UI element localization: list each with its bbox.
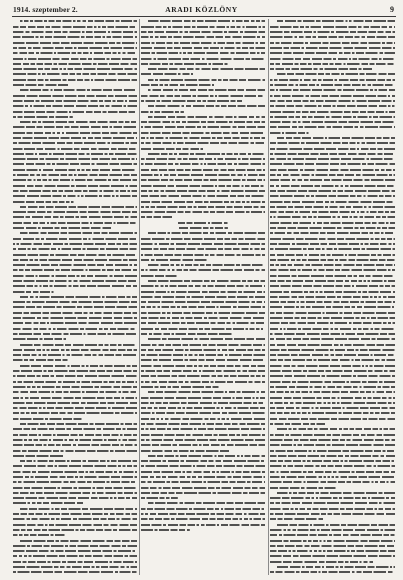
header-rule bbox=[12, 16, 396, 17]
column-divider bbox=[139, 19, 140, 575]
issue-date: 1914. szeptember 2. bbox=[13, 5, 78, 14]
column-divider bbox=[268, 19, 269, 575]
text-line bbox=[13, 575, 137, 577]
text-column-2 bbox=[141, 19, 265, 577]
page-number: 9 bbox=[390, 5, 394, 14]
newspaper-title: ARADI KÖZLÖNY bbox=[165, 5, 238, 14]
text-column-1 bbox=[13, 19, 137, 577]
text-line bbox=[141, 528, 265, 533]
text-column-3 bbox=[270, 19, 395, 577]
text-line bbox=[270, 575, 395, 577]
